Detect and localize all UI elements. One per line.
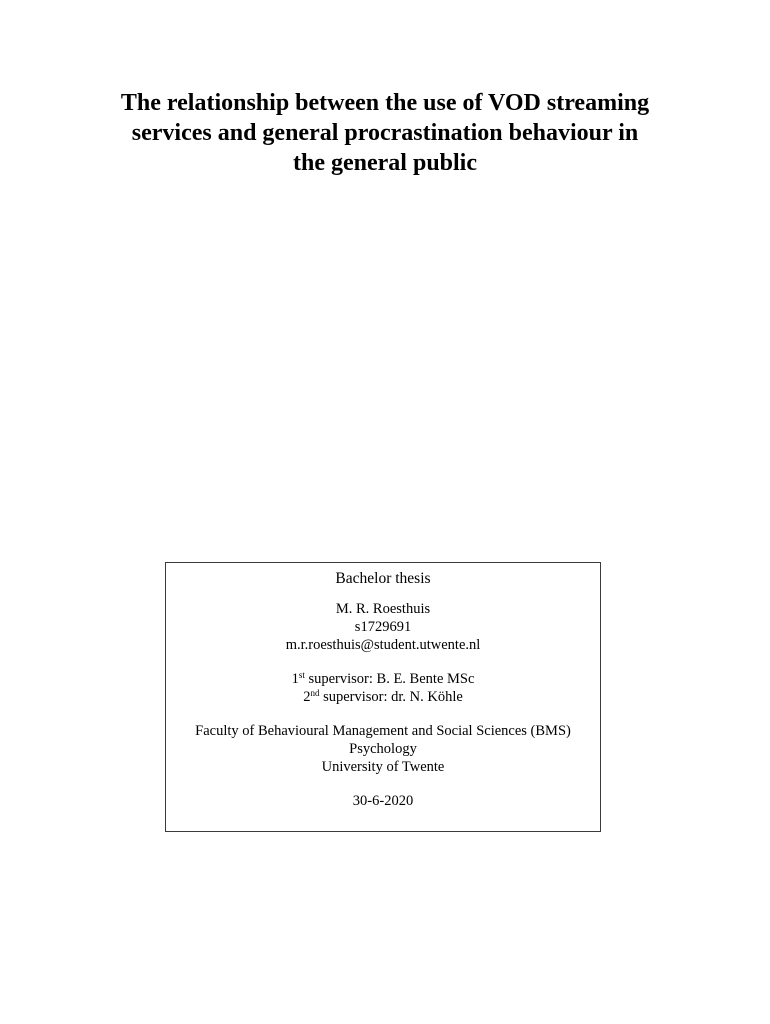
thesis-title (60, 88, 710, 178)
first-supervisor-ordinal-suffix: st (298, 670, 305, 680)
institution-block (166, 722, 600, 776)
first-supervisor (166, 670, 600, 688)
author-block (166, 600, 600, 654)
university-name: University of Twente (321, 759, 445, 775)
first-supervisor-text: supervisor: B. E. Bente MSc (308, 671, 475, 687)
second-supervisor-ordinal-suffix: nd (310, 688, 320, 698)
thesis-title-line-3: the general public (293, 150, 477, 176)
author-email: m.r.roesthuis@student.utwente.nl (285, 637, 481, 653)
degree-type: Bachelor thesis (335, 570, 431, 587)
thesis-info-box (165, 562, 601, 832)
first-supervisor-ordinal: 1 (291, 671, 299, 687)
faculty-name: Faculty of Behavioural Management and Social Sciences (BMS) (195, 723, 571, 739)
thesis-title-line-1: The relationship between the use of VOD streaming (120, 90, 650, 116)
author-name: M. R. Roesthuis (335, 601, 431, 617)
supervisors-block (166, 670, 600, 706)
second-supervisor-ordinal: 2 (303, 689, 311, 705)
department-name: Psychology (349, 741, 417, 757)
thesis-title-line-2: services and general procrastination behaviour in (131, 120, 639, 146)
student-number: s1729691 (354, 619, 412, 635)
submission-date: 30-6-2020 (352, 793, 414, 809)
date-block (166, 792, 600, 810)
second-supervisor (166, 688, 600, 706)
second-supervisor-text: supervisor: dr. N. Köhle (323, 689, 463, 705)
